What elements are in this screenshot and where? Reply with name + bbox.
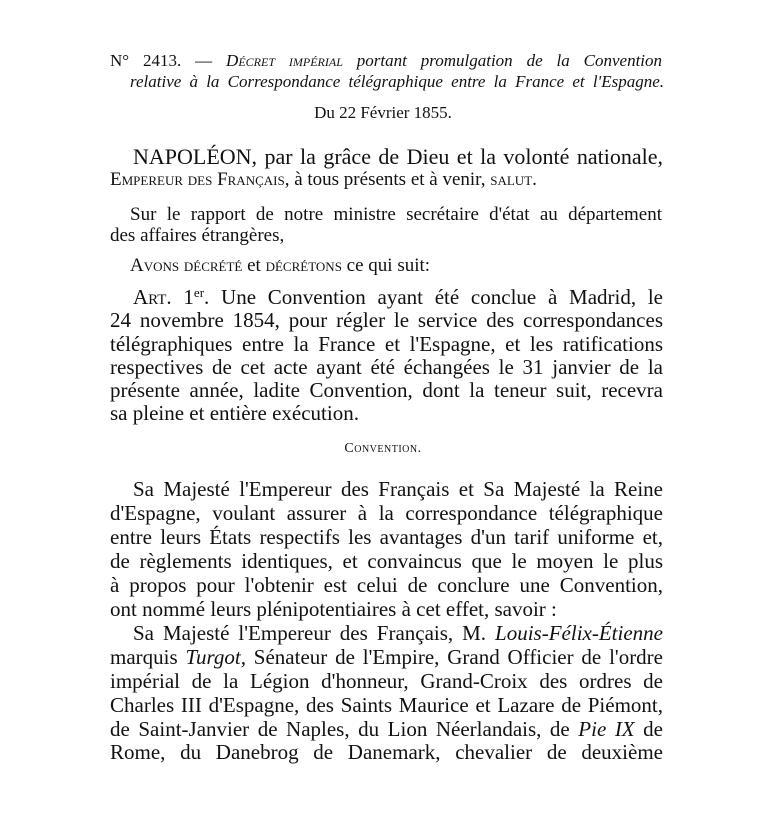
article-line-2: 24 novembre 1854, pour régler le service des correspondances	[110, 308, 663, 332]
pleni-line-2	[110, 647, 663, 668]
avons-word: Avons	[130, 255, 184, 276]
convention-line-3: entre leurs États respectifs les avantages d'un tarif uniforme et,	[110, 525, 663, 549]
article-sup: er	[193, 284, 205, 300]
article-line-5: présente année, ladite Convention, dont la teneur suit, recevra	[110, 378, 663, 402]
rapport-line-2: des affaires étrangères,	[110, 225, 285, 246]
pleni-line-1	[133, 623, 663, 644]
convention-line-5: à propos pour l'obtenir est celui de conclure une Convention,	[110, 573, 663, 597]
decree-date: Du 22 Février 1855.	[314, 103, 452, 122]
pie-ix: Pie IX	[578, 717, 635, 741]
pleni-line-5	[110, 719, 663, 740]
preamble-mid: , à tous présents et à venir,	[284, 169, 491, 190]
pleni-line-4: Charles III d'Espagne, des Saints Maurice et Lazare de Piémont,	[110, 693, 663, 717]
decree-title-line-1	[110, 52, 662, 69]
preamble-line-2	[110, 170, 662, 189]
decree-number: N° 2413.	[110, 51, 182, 70]
et-word: et	[242, 255, 266, 276]
decretons-word: décrétons	[265, 255, 342, 276]
decree-title-rest: portant promulgation de la Convention	[342, 51, 663, 70]
decree-title-line-2: relative à la Correspondance télégraphique entre la France et l'Espagne.	[130, 72, 664, 91]
convention-line-1: Sa Majesté l'Empereur des Français et Sa Majesté la Reine	[133, 477, 663, 501]
turgot-name: Turgot,	[185, 645, 246, 669]
pleni-line-5-b: de	[634, 717, 663, 741]
article-line-6: sa pleine et entière exécution.	[110, 401, 359, 425]
emperor-title: Empereur des Français	[110, 169, 285, 190]
plenipotentiary-name: Louis-Félix-Étienne	[495, 621, 663, 645]
pleni-line-2-rest: Sénateur de l'Empire, Grand Officier de l'ordre	[245, 645, 663, 669]
convention-line-4: de règlements identiques, et convaincus que le moyen le plus	[110, 549, 663, 573]
rapport-line-1: Sur le rapport de notre ministre secrétaire d'état au département	[130, 204, 662, 225]
convention-line-2: d'Espagne, voulant assurer à la correspondance télégraphique	[110, 501, 663, 525]
convention-line-6: ont nommé leurs plénipotentiaires à cet effet, savoir :	[110, 597, 557, 621]
salut: salut.	[490, 169, 537, 190]
decrete-word: décrété	[183, 255, 243, 276]
avons-decrete	[130, 256, 430, 275]
pleni-line-1-a: Sa Majesté l'Empereur des Français, M.	[133, 621, 496, 645]
pleni-line-2-a: marquis	[110, 645, 186, 669]
pleni-line-3: impérial de la Légion d'honneur, Grand-Croix des ordres de	[110, 669, 663, 693]
decree-label: Décret impérial	[226, 51, 343, 70]
title-dash: —	[181, 51, 227, 70]
pleni-line-6: Rome, du Danebrog de Danemark, chevalier de deuxième	[110, 740, 663, 764]
pleni-line-5-a: de Saint-Janvier de Naples, du Lion Néerlandais, de	[110, 717, 579, 741]
convention-heading: Convention.	[344, 441, 422, 456]
qui-suit: ce qui suit:	[341, 255, 431, 276]
article-line-3: télégraphiques entre la France et l'Espagne, et les ratifications	[110, 332, 663, 356]
article-line-1-rest: . Une Convention ayant été conclue à Madrid, le	[204, 285, 663, 309]
article-line-4: respectives de cet acte ayant été échangées le 31 janvier de la	[110, 355, 663, 379]
article-line-1	[133, 284, 663, 309]
preamble-line-1: NAPOLÉON, par la grâce de Dieu et la volonté nationale,	[133, 144, 663, 169]
article-label: Art. 1	[133, 285, 194, 309]
